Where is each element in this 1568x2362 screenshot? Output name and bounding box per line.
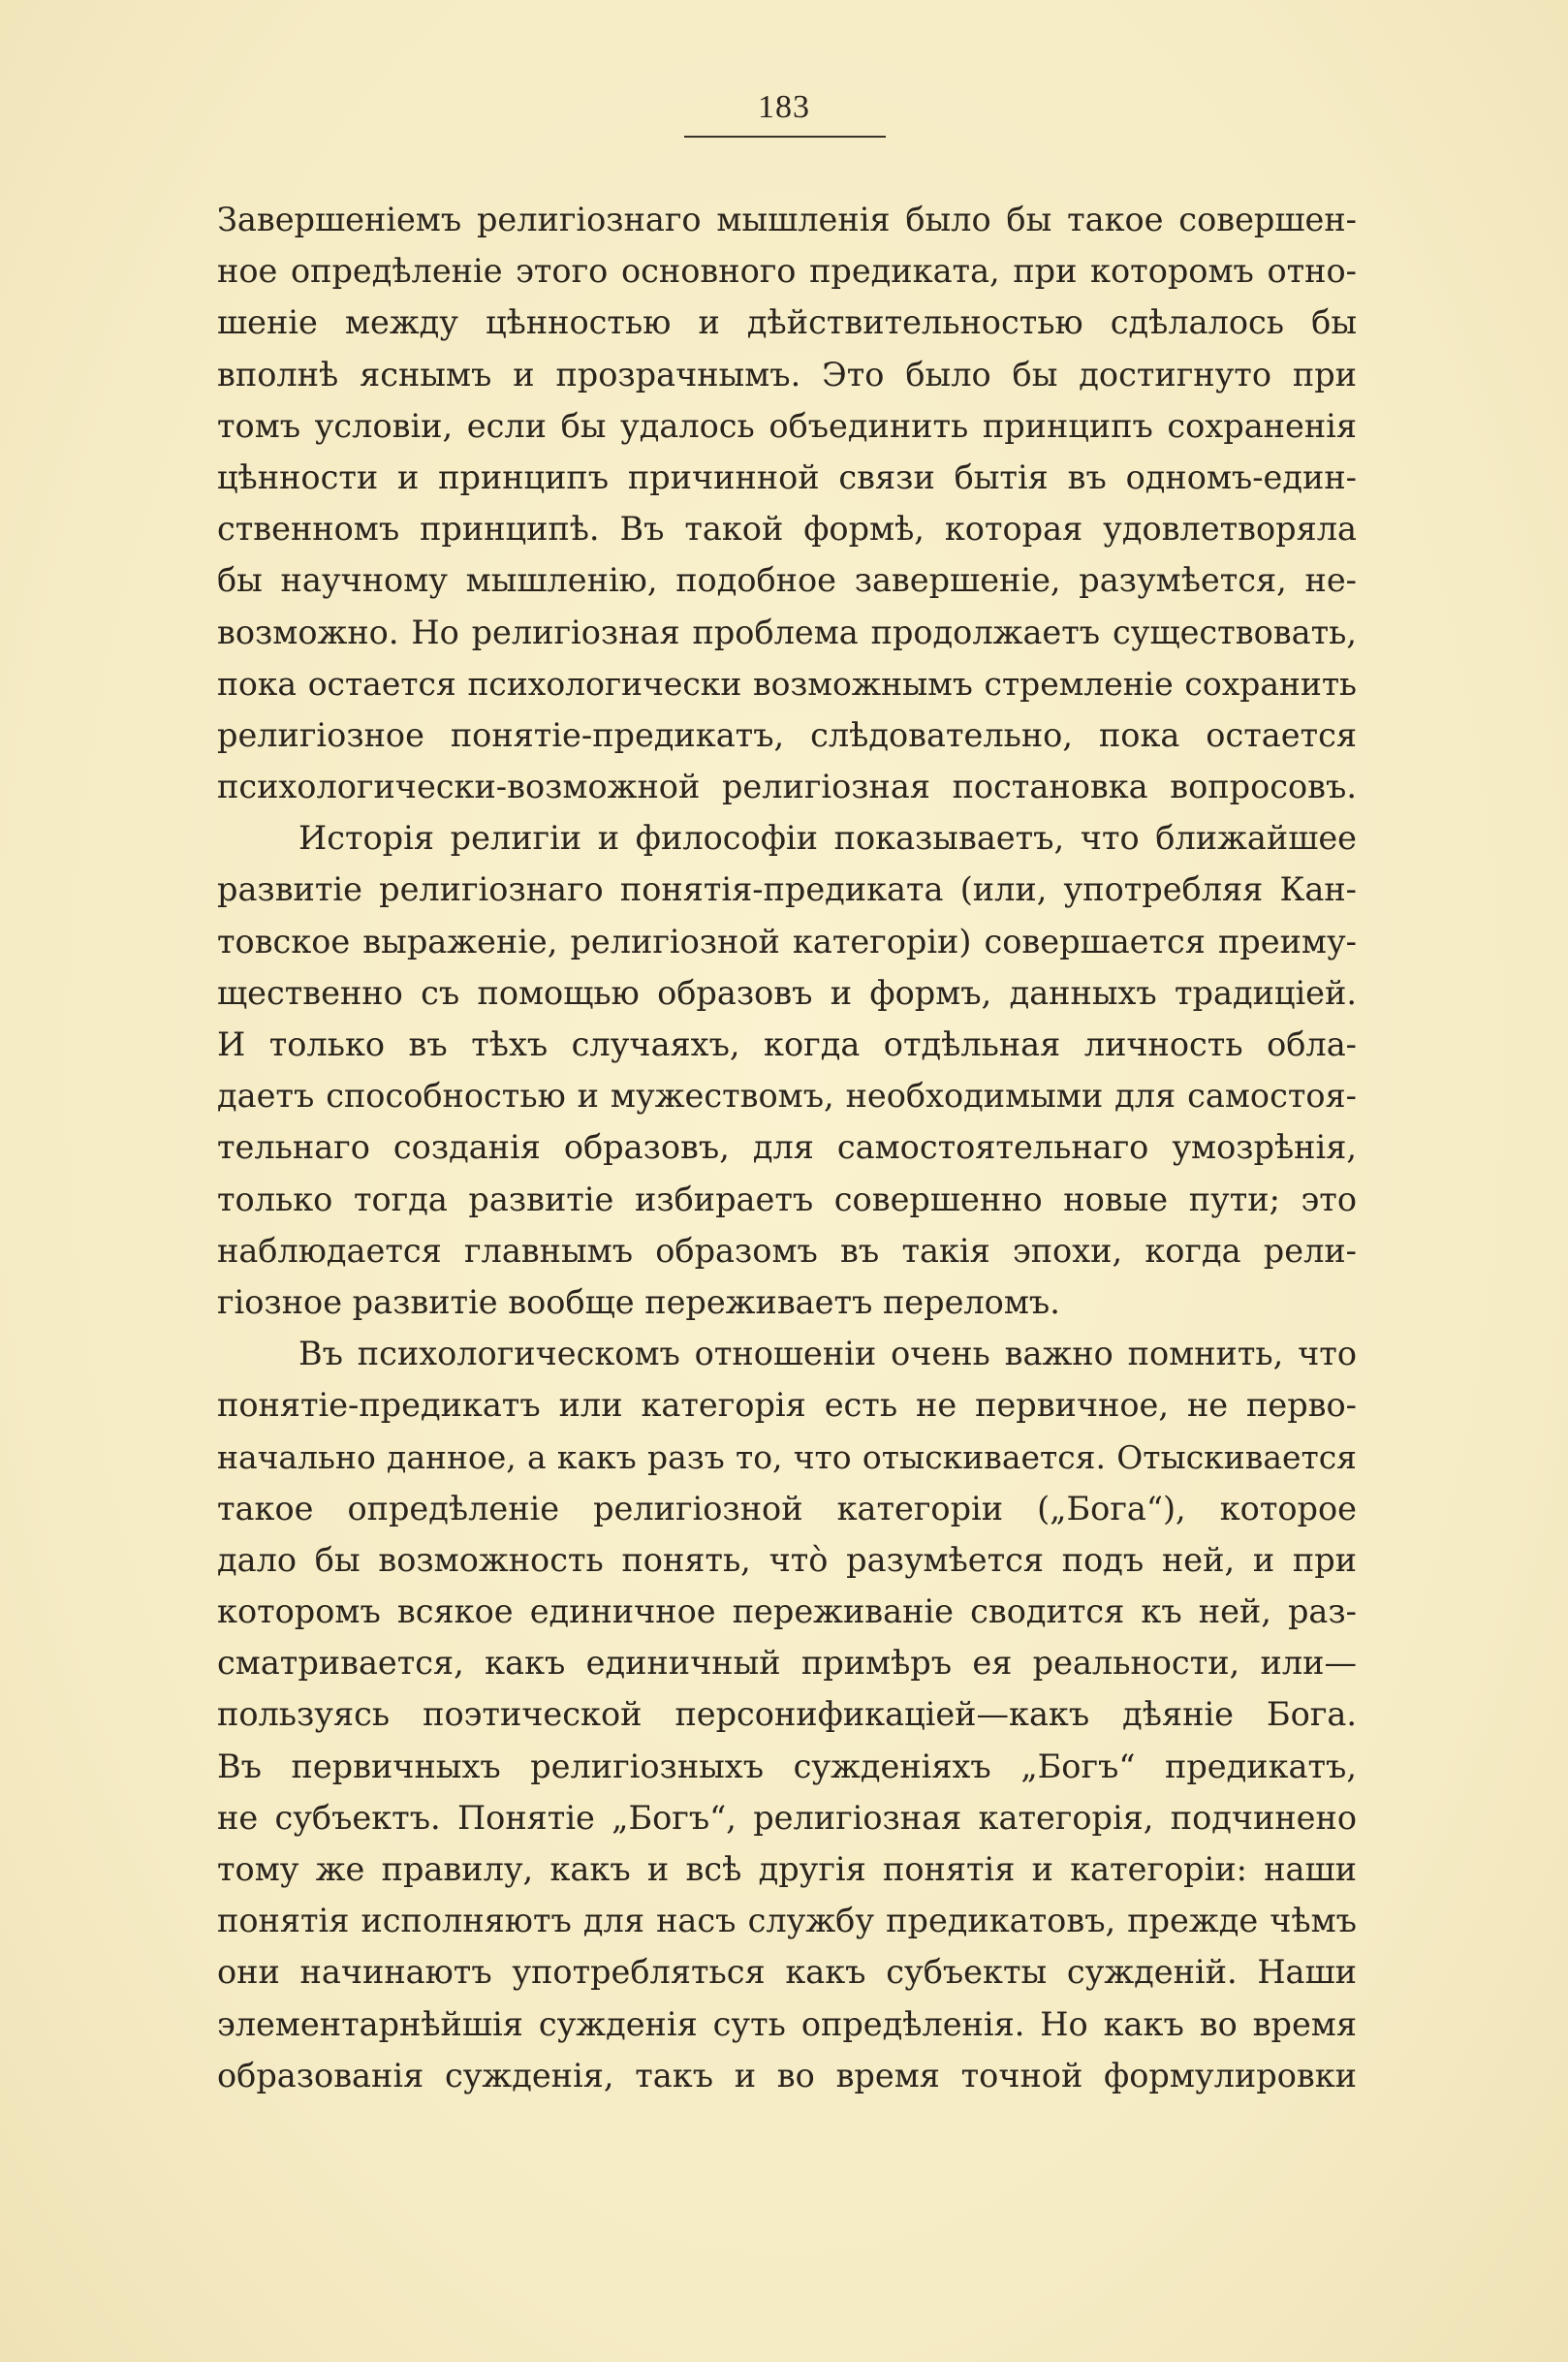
- text-line: шеніе между цѣнностью и дѣйствительностью сдѣлалось бы: [217, 303, 1357, 342]
- page-number: 183: [758, 89, 810, 125]
- text-line: товское выраженіе, религіозной категоріи) совершается преиму-: [217, 922, 1357, 961]
- text-line: Въ первичныхъ религіозныхъ сужденіяхъ „Богъ“ предикатъ,: [217, 1747, 1357, 1785]
- text-line: Въ психологическомъ отношеніи очень важно помнить, что: [298, 1335, 1357, 1373]
- text-line: элементарнѣйшія сужденія суть опредѣленія. Но какъ во время: [217, 2004, 1357, 2043]
- text-line: щественно съ помощью образовъ и формъ, данныхъ традиціей.: [217, 973, 1357, 1012]
- text-line: даетъ способностью и мужествомъ, необходимыми для самостоя-: [217, 1077, 1357, 1116]
- text-line: только тогда развитіе избираетъ совершенно новые пути; это: [217, 1180, 1357, 1218]
- header-rule: [684, 136, 886, 138]
- text-line: пользуясь поэтической персонификаціей—какъ дѣяніе Бога.: [217, 1695, 1357, 1734]
- text-line: образованія сужденія, такъ и во время точной формулировки: [217, 2056, 1357, 2094]
- text-line: развитіе религіознаго понятія-предиката (или, употребляя Кан-: [217, 870, 1357, 909]
- text-line: Исторія религіи и философіи показываетъ, что ближайшее: [298, 819, 1357, 858]
- text-line: начально данное, а какъ разъ то, что отыскивается. Отыскивается: [217, 1437, 1357, 1476]
- body-text: [217, 194, 1357, 2101]
- text-line: тому же правилу, какъ и всѣ другія понятія и категоріи: наши: [217, 1850, 1357, 1888]
- text-line: дало бы возможность понять, что̀ разумѣется подъ ней, и при: [217, 1540, 1357, 1579]
- text-line: бы научному мышленію, подобное завершеніе, разумѣется, не-: [217, 561, 1357, 600]
- text-line: наблюдается главнымъ образомъ въ такія эпохи, когда рели-: [217, 1231, 1357, 1270]
- text-line: ное опредѣленіе этого основного предиката, при которомъ отно-: [217, 252, 1357, 291]
- text-line: возможно. Но религіозная проблема продолжаетъ существовать,: [217, 613, 1357, 651]
- text-line: понятіе-предикатъ или категорія есть не первичное, не перво-: [217, 1386, 1357, 1425]
- text-line: психологически-возможной религіозная постановка вопросовъ.: [217, 768, 1357, 806]
- text-line: тельнаго созданія образовъ, для самостоятельнаго умозрѣнія,: [217, 1128, 1357, 1167]
- text-line: Завершеніемъ религіознаго мышленія было бы такое совершен-: [217, 201, 1357, 238]
- text-line: И только въ тѣхъ случаяхъ, когда отдѣльная личность обла-: [217, 1025, 1357, 1063]
- text-line: пока остается психологически возможнымъ стремленіе сохранить: [217, 664, 1357, 703]
- text-line: гіозное развитіе вообще переживаетъ переломъ.: [217, 1282, 1060, 1321]
- text-line: такое опредѣленіе религіозной категоріи („Бога“), которое: [217, 1489, 1357, 1527]
- text-line: томъ условіи, если бы удалось объединить принципъ сохраненія: [217, 406, 1357, 445]
- text-line: не субъектъ. Понятіе „Богъ“, религіозная категорія, подчинено: [217, 1798, 1357, 1837]
- text-line: вполнѣ яснымъ и прозрачнымъ. Это было бы достигнуто при: [217, 355, 1357, 394]
- text-line: ственномъ принципѣ. Въ такой формѣ, которая удовлетворяла: [217, 510, 1357, 549]
- text-line: цѣнности и принципъ причинной связи бытія въ одномъ-един-: [217, 457, 1357, 496]
- text-line: религіозное понятіе-предикатъ, слѣдовательно, пока остается: [217, 715, 1357, 754]
- text-line: которомъ всякое единичное переживаніе сводится къ ней, раз-: [217, 1592, 1357, 1631]
- text-line: сматривается, какъ единичный примѣръ ея реальности, или—: [217, 1644, 1357, 1683]
- text-line: понятія исполняютъ для насъ службу предикатовъ, прежде чѣмъ: [217, 1902, 1357, 1940]
- text-line: они начинаютъ употребляться какъ субъекты сужденій. Наши: [217, 1953, 1357, 1992]
